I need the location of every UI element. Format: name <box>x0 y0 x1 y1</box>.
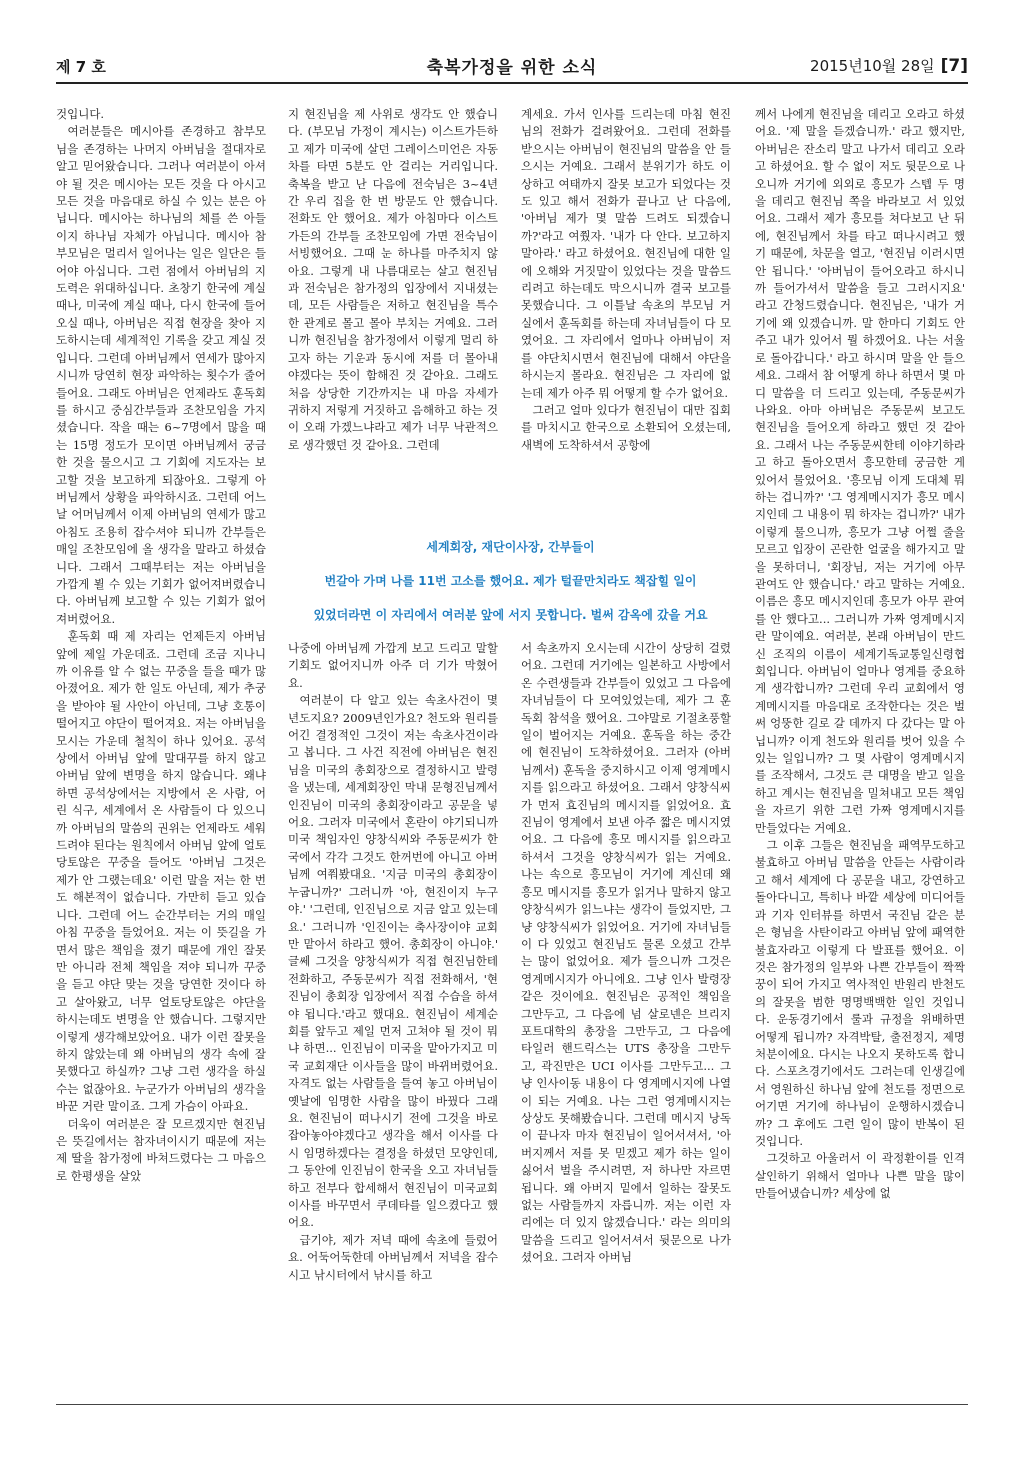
paragraph: 여러분이 다 알고 있는 속초사건이 몇 년도지요? 2009년인가요? 천도와 원리를 어긴 결정적인 그것이 저는 속초사건이라고 봅니다. 그 사건 직전에 아버님은 현진님을 미국의 총회장으로 결정하시고 발령을 냈는데, 세계회장인 막내 문형진님께서 인진님이 미국의 총회장이라고 공문을 넣어요. 그러자 미국에서 혼란이 야기되니까 미국 책임자인 양창식씨와 주동문씨가 한국에서 각각 그것도 한꺼번에 아니고 아버님께 여쭤봤대요. '지금 미국의 총회장이 누굽니까?' 그러니까 '아, 현진이지 누구야.' '그런데, 인진님으로 지금 알고 있는데요.' 그러니까 '인진이는 축사장이야 교회만 맡아서 하라고 했어. 총회장이 아니야.' 글쎄 그것을 양창식씨가 직접 현진님한테 전화하고, 주동문씨가 직접 전화해서, '현진님이 총회장 입장에서 직접 수습을 하셔야 됩니다.'라고 했대요. 현진님이 세계순회를 앞두고 제일 먼저 고쳐야 될 것이 뭐냐 하면... 인진님이 미국을 맡아가지고 미국 교회재단 이사들을 많이 바뀌버렸어요. 자격도 없는 사람들을 들여 놓고 아버님이 옛날에 임명한 사람을 많이 바꿨다 그래요. 현진님이 떠나시기 전에 그것을 바로 잡아놓아야겠다고 생각을 해서 이사를 다시 임명하겠다는 결정을 하셨던 모양인데, 그 동안에 인진님이 한국을 오고 자녀님들하고 전부다 합세해서 현진님이 미국교회 이사를 바꾸면서 쿠데타를 일으켰다고 했어요. <box>288 693 498 1230</box>
paragraph: 나중에 아버님께 가깝게 보고 드리고 말할 기회도 없어지니까 아주 더 기가 막혔어요. <box>288 641 498 690</box>
issue-number: 제 7 호 <box>56 58 106 76</box>
column-3-top <box>521 106 731 522</box>
paragraph: 지 현진님을 제 사위로 생각도 안 했습니다. (부모님 가정이 계시는) 이스트가든하고 제가 미국에 살던 그레이스미언은 자동차를 타면 5분도 안 걸리는 거리입니다. 축복을 받고 난 다음에 전숙님은 3~4년 간 우리 집을 한 번 방문도 안 했습니다. 전화도 안 했어요. 제가 아침마다 이스트가든의 간부들 조찬모임에 가면 전숙님이 서빙했어요. 그때 눈 하나를 마주치지 않아요. 그렇게 내 나름대로는 살고 현진님과 전숙님은 참가정의 입장에서 지내셨는데, 모든 사람들은 저하고 현진님을 특수한 관계로 몰고 몰아 부치는 거예요. 그러니까 현진님을 참가정에서 이렇게 멀리 하고자 하는 기운과 동시에 저를 더 몰아내야겠다는 뜻이 함해진 것 같아요. 그래도 처음 상당한 기간까지는 내 마음 자세가 귀하지 저렇게 거짓하고 음해하고 하는 것이 오래 가겠느냐라고 제가 너무 낙관적으로 생각했던 것 같아요. 그런데 <box>288 107 498 452</box>
column-1 <box>56 106 266 1399</box>
newsletter-title: 축복가정을 위한 소식 <box>426 58 598 78</box>
issue-date: 2015년10월 28일 <box>810 57 935 75</box>
pull-quote <box>288 528 733 632</box>
column-2-bottom <box>288 640 498 1399</box>
paragraph: 그것하고 아울러서 이 곽정환이를 인격살인하기 위해서 얼마나 나쁜 말을 많이 만들어냈습니까? 세상에 없 <box>755 1151 965 1201</box>
header-rule <box>56 82 968 84</box>
paragraph: 훈독회 때 제 자리는 언제든지 아버님 앞에 제일 가운데죠. 그런데 조금 지나니까 이유를 알 수 없는 꾸중을 들을 때가 많아졌어요. 제가 한 일도 아닌데, 제가 추궁을 받아야 될 사안이 아닌데, 그냥 호통이 떨어지고 야단이 떨어져요. 저는 아버님을 모시는 가운데 철칙이 하나 있어요. 공석상에서 아버님 앞에 말대꾸를 하지 않고 아버님 앞에 변명을 하지 않습니다. 왜냐하면 공석상에서는 지방에서 온 사람, 어린 식구, 세계에서 온 사람들이 다 있으니까 아버님의 말씀의 권위는 언제라도 세워드려야 된다는 원칙에서 아버님 앞에 얼토당토않은 꾸중을 들어도 '아버님 그것은 제가 안 그랬는데요' 이런 말을 저는 한 번도 해본적이 없습니다. 가만히 듣고 있습니다. 그런데 어느 순간부터는 거의 매일 아침 꾸중을 들었어요. 저는 이 뜻길을 가면서 많은 책임을 졌기 때문에 개인 잘못만 아니라 전체 책임을 져야 되니까 꾸중을 듣고 야단 맞는 것을 당연한 것이다 하고 살아왔고, 너무 얼토당토않은 야단을 하시는데도 변명을 안 했습니다. 그렇지만 이렇게 생각해보았어요. 내가 이런 잘못을 하지 않았는데 왜 아버님의 생각 속에 잘못했다고 하실까? 그냥 그런 생각을 하실 수는 없잖아요. 누군가가 아버님의 생각을 바꾼 거란 말이죠. 그게 가슴이 아파요. <box>56 629 266 1114</box>
column-4 <box>755 106 965 1399</box>
paragraph: 것입니다. <box>56 107 105 121</box>
issue-date-and-page <box>810 55 968 76</box>
paragraph: 계세요. 가서 인사를 드리는데 마침 현진님의 전화가 걸려왔어요. 그런데 전화를 받으시는 아버님이 현진님의 말씀을 안 들으시는 거예요. 그래서 분위기가 하도 이상하고 여태까지 잘못 보고가 되었다는 것도 있고 해서 전화가 끝나고 난 다음에, '아버님 제가 몇 말씀 드려도 되겠습니까?'라고 여쭸자. '내가 다 안다. 보고하지 말아라.' 라고 하셨어요. 현진님에 대한 일에 오해와 거짓말이 있었다는 것을 말씀드리려고 하는데도 막으시니까 결국 보고를 못했습니다. 그 이틀날 속초의 부모님 거실에서 훈독회를 하는데 자녀님들이 다 모였어요. 그 자리에서 얼마나 아버님이 저를 야단치시면서 현진님에 대해서 야단을 하시는지 몰라요. 현진님은 그 자리에 없는데 제가 아주 뭐 어떻게 할 수가 없어요. <box>521 107 731 400</box>
column-3-bottom <box>521 640 731 1399</box>
page-header <box>56 52 968 82</box>
column-2-top <box>288 106 498 522</box>
pull-quote-line: 있었더라면 이 자리에서 여러분 앞에 서지 못합니다. 벌써 감옥에 갔을 거요 <box>313 608 708 622</box>
paragraph: 서 속초까지 오시는데 시간이 상당히 걸렸어요. 그런데 거기에는 일본하고 사방에서 온 수련생들과 간부들이 있었고 그 다음에 자녀님들이 다 모여있었는데, 제가 그 훈독회 참석을 했어요. 그야말로 기절초풍할 일이 벌어지는 거예요. 훈독을 하는 중간에 현진님이 도착하셨어요. 그러자 (아버님께서) 훈독을 중지하시고 이제 영계메시지를 읽으라고 하셨어요. 그래서 양창식씨가 먼저 효진님의 메시지를 읽었어요. 효진님이 영계에서 보낸 아주 짧은 메시지였어요. 그 다음에 흥모 메시지를 읽으라고 하셔서 그것을 양창식씨가 읽는 거예요. 나는 속으로 흥모님이 거기에 계신데 왜 흥모 메시지를 흥모가 읽거나 말하지 않고 양창식씨가 읽느냐는 생각이 들었지만, 그냥 양창식씨가 읽었어요. 거기에 자녀님들이 다 있었고 현진님도 물론 오셨고 간부는 많이 없었어요. 제가 들으니까 그것은 영계메시지가 아니에요. 그냥 인사 발령장 같은 것이에요. 현진님은 공적인 책임을 그만두고, 그 다음에 넘 살로넨은 브리지포트대학의 총장을 그만두고, 그 다음에 타일러 핸드릭스는 UTS 총장을 그만두고, 곽진만은 UCI 이사를 그만두고... 그냥 인사이동 내용이 다 영계메시지에 나열이 되는 거예요. 나는 그런 영계메시지는 상상도 못해봤습니다. 그런데 메시지 낭독이 끝나자 마자 현진님이 일어서셔서, '아버지께서 저를 못 믿겠고 제가 하는 일이 싫어서 벌을 주시려면, 저 하나만 자르면 됩니다. 왜 아버지 밑에서 일하는 잘못도 없는 사람들까지 자릅니까. 저는 이런 자리에는 더 있지 않겠습니다.' 라는 의미의 말씀을 드리고 일어서셔서 뒷문으로 나가셨어요. 그러자 아버님 <box>521 641 731 1265</box>
footer-rule <box>56 1404 968 1405</box>
paragraph: 께서 나에게 현진님을 데리고 오라고 하셨어요. '제 말을 듣겠습니까.' 라고 했지만, 아버님은 잔소리 말고 나가서 데리고 오라고 하셨어요. 할 수 없이 저도 뒷문으로 나오니까 거기에 외외로 흥모가 스텝 두 명을 데리고 현진님 쪽을 바라보고 서 있었어요. 그래서 제가 흥모를 쳐다보고 난 뒤에, 현진님께서 차를 타고 떠나시려고 했기 때문에, 차문을 열고, '현진님 이러시면 안 됩니다.' '아버님이 들어오라고 하시니까 들어가셔서 말씀을 들고 그러시지요' 라고 간청드렸습니다. 현진님은, '내가 거기에 왜 있겠습니까. 말 한마디 기회도 안 주고 내가 있어서 뭘 하겠어요. 나는 서울로 돌아갑니다.' 라고 하시며 말을 안 들으세요. 그래서 참 어떻게 하나 하면서 몇 마디 말씀을 더 드리고 있는데, 주동문씨가 나와요. 아마 아버님은 주동문씨 보고도 현진님을 들어오게 하라고 했던 것 같아요. 그래서 나는 주동문씨한테 이야기하라고 하고 돌아오면서 흥모한테 궁금한 게 있어서 물었어요. '흥모님 이게 도대체 뭐 하는 겁니까?' '그 영계메시지가 흥모 메시지인데 그 내용이 뭐 하자는 겁니까?' 내가 이렇게 물으니까, 흥모가 그냥 어쩔 줄을 모르고 입장이 곤란한 얼굴을 해가지고 말을 못하더니, '회장님, 저는 거기에 아무 관여도 안 했습니다.' 라고 말하는 거예요. 이름은 흥모 메시지인데 흥모가 아무 관여를 안 했다고... 그러니까 가짜 영계메시지란 말이예요. 여러분, 본래 아버님이 만드신 조직의 이름이 세계기독교통일신령협회입니다. 아버님이 얼마나 영계를 중요하게 생각합니까? 그런데 우리 교회에서 영계메시지를 마음대로 조작한다는 것은 벌써 엉뚱한 길로 갈 데까지 다 갔다는 말 아닙니까? 이게 천도와 원리를 벗어 있을 수 있는 일입니까? 그 몇 사람이 영계메시지를 조작해서, 그것도 큰 대명을 받고 일을 하고 계시는 현진님을 밀쳐내고 모든 책임을 자르기 위한 그런 가짜 영계메시지를 만들었다는 거예요. <box>755 107 965 835</box>
pull-quote-line: 번갈아 가며 나를 11번 고소를 했어요. 제가 털끝만치라도 책잡힐 일이 <box>324 574 697 588</box>
paragraph: 더욱이 여러분은 잘 모르겠지만 현진님은 뜻길에서는 참자녀이시기 때문에 저는 제 딸을 참가정에 바쳐드렸다는 그 마음으로 한평생을 살았 <box>56 1116 266 1183</box>
paragraph: 그러고 얼마 있다가 현진님이 대만 집회를 마치시고 한국으로 소환되어 오셨는데, 새벽에 도착하셔서 공항에 <box>521 402 731 452</box>
paragraph: 그 이후 그들은 현진님을 패역무도하고 불효하고 아버님 말씀을 안듣는 사람이라고 해서 세계에 다 공문을 내고, 강연하고 돌아다니고, 특히나 바깥 세상에 미디어들과 기자 인터뷰를 하면서 국진님 같은 분은 형님을 사탄이라고 아버님 앞에 패역한 불효자라고 이렇게 다 발표를 했어요. 이것은 참가정의 일부와 나쁜 간부들이 짝짝꿍이 되어 가지고 역사적인 반원리 반천도의 잘못을 범한 명명백백한 일인 것입니다. 운동경기에서 룰과 규정을 위배하면 어떻게 됩니까? 자격박탈, 출전정지, 제명처분이에요. 다시는 나오지 못하도록 합니다. 스포츠경기에서도 그러는데 인생길에서 영원하신 하나님 앞에 천도를 정면으로 어기면 거기에 하나님이 운행하시겠습니까? 그 후에도 그런 일이 많이 반복이 된 것입니다. <box>755 838 965 1148</box>
pull-quote-line: 세계회장, 재단이사장, 간부들이 <box>426 540 595 554</box>
paragraph: 급기야, 제가 저녁 때에 속초에 들렀어요. 어둑어둑한데 아버님께서 저녁을 잡수시고 낚시터에서 낚시를 하고 <box>288 1232 498 1282</box>
paragraph: 여러분들은 메시아를 존경하고 참부모님을 존경하는 나머지 아버님을 절대자로 알고 믿어왔습니다. 그러나 여러분이 아셔야 될 것은 메시아는 모든 것을 다 아시고 모든 것을 마음대로 하실 수 있는 분은 아닙니다. 메시아는 하나님의 체를 쓴 아들이지 하나님 자체가 아닙니다. 메시아 참부모님은 멀리서 일어나는 일은 일단은 들어야 아십니다. 그런 점에서 아버님의 지도력은 위대하십니다. 초창기 한국에 계실 때나, 미국에 계실 때나, 다시 한국에 들어오실 때나, 아버님은 직접 현장을 찾아 지도하시는데 세계적인 기록을 갖고 계실 것입니다. 그런데 아버님께서 연세가 많아지시니까 당연히 현장 파악하는 횟수가 줄어들어요. 그래도 아버님은 언제라도 훈독회를 하시고 중심간부들과 조찬모임을 가지셨습니다. 작을 때는 6~7명에서 많을 때는 15명 정도가 모이면 아버님께서 궁금한 것을 물으시고 그 기회에 지도자는 보고할 것을 보고하게 되잖아요. 그렇게 아버님께서 상황을 파악하시죠. 그런데 어느 날 어머님께서 이제 아버님의 연세가 많고 아침도 조용히 잡수셔야 되니까 간부들은 매일 조찬모임에 올 생각을 말라고 하셨습니다. 그래서 그때부터는 저는 아버님을 가깝게 뵐 수 있는 기회가 없어져버렸습니다. 아버님께 보고할 수 있는 기회가 없어져버렸어요. <box>56 124 266 626</box>
page-number: [7] <box>940 56 968 76</box>
